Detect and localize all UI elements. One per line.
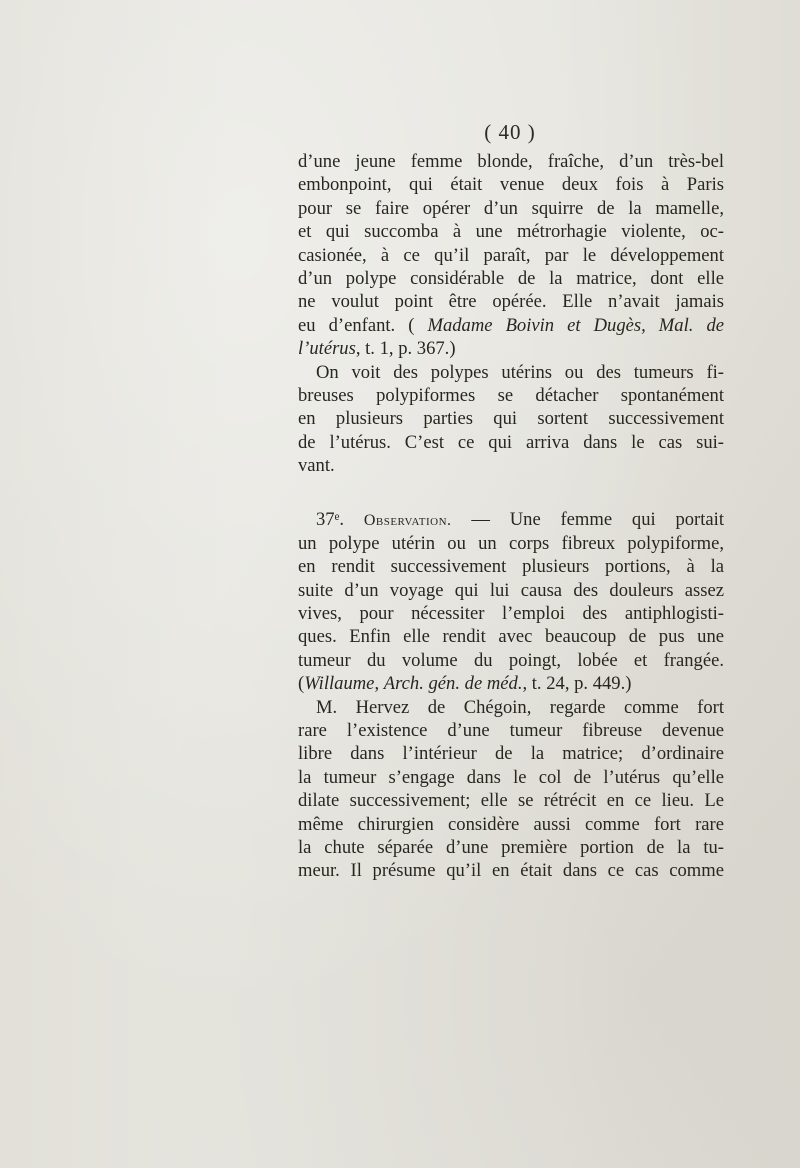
text-line: suite d’un voyage qui lui causa des douleurs assez: [298, 579, 724, 601]
text-line: de l’utérus. C’est ce qui arriva dans le cas sui-: [298, 431, 724, 453]
text-line: ques. Enfin elle rendit avec beaucoup de pus une: [298, 626, 724, 648]
text-fragment: , t. 24, p. 449.): [522, 673, 632, 695]
text-fragment: ,: [374, 673, 384, 695]
text-line: [298, 672, 724, 695]
text-line: d’un polype considérable de la matrice, dont elle: [298, 267, 724, 289]
text-line: M. Hervez de Chégoin, regarde comme fort: [316, 696, 724, 718]
text-line: la chute séparée d’une première portion de la tu-: [298, 836, 724, 858]
text-line: d’une jeune femme blonde, fraîche, d’un très-bel: [298, 151, 724, 172]
text-line: pour se faire opérer d’un squirre de la mamelle,: [298, 197, 724, 219]
text-line: vant.: [298, 455, 335, 477]
text-line: en plusieurs parties qui sortent successivement: [298, 408, 724, 430]
paragraph-2: [298, 361, 724, 478]
text-line: [298, 337, 724, 360]
text-line: breuses polypiformes se détacher spontanément: [298, 384, 724, 406]
text-fragment: (: [298, 673, 305, 695]
citation-italic: l’utérus: [298, 338, 356, 360]
text-line: la tumeur s’engage dans le col de l’utérus qu’elle: [298, 766, 724, 788]
citation-italic: Willaume: [304, 673, 375, 695]
page-number: ( 40 ): [484, 120, 536, 144]
text-line: libre dans l’intérieur de la matrice; d’ordinaire: [298, 743, 724, 765]
observation-paragraph: [298, 508, 724, 695]
paragraph-gap: [298, 477, 724, 508]
text-line: meur. Il présume qu’il en était dans ce cas comme: [298, 860, 724, 882]
text-line: en rendit successivement plusieurs portions, à la: [298, 556, 724, 578]
text-line: vives, pour nécessiter l’emploi des antiphlogisti-: [298, 603, 724, 625]
text-line: embonpoint, qui était venue deux fois à Paris: [298, 174, 724, 196]
body-text: [298, 150, 724, 883]
citation-italic: Arch. gén. de méd.: [383, 673, 523, 695]
text-fragment: , t. 1, p. 367.): [355, 338, 456, 360]
text-line: tumeur du volume du poingt, lobée et frangée.: [298, 649, 724, 671]
citation-italic: Madame Boivin et Dugès, Mal. de: [427, 314, 724, 336]
text-line: et qui succomba à une métrorhagie violente, oc-: [298, 221, 724, 243]
paragraph-1: [298, 150, 724, 361]
text-line: [298, 314, 724, 337]
text-line: casionée, à ce qu’il paraît, par le développement: [298, 244, 724, 266]
text-line: ne voulut point être opérée. Elle n’avait jamais: [298, 291, 724, 313]
paragraph-4: [298, 696, 724, 883]
text-fragment: — Une femme qui portait: [451, 509, 724, 531]
text-line: On voit des polypes utérins ou des tumeurs fi-: [316, 361, 724, 383]
text-line: un polype utérin ou un corps fibreux polypiforme,: [298, 532, 724, 554]
text-line: rare l’existence d’une tumeur fibreuse devenue: [298, 719, 724, 741]
text-line: même chirurgien considère aussi comme fort rare: [298, 813, 724, 835]
observation-label: Observation.: [363, 512, 452, 530]
text-line: dilate successivement; elle se rétrécit en ce lieu. Le: [298, 790, 724, 812]
observation-number: 37ᵉ.: [316, 509, 345, 531]
text-line: [298, 508, 724, 531]
text-fragment: eu d’enfant. (: [298, 314, 428, 336]
